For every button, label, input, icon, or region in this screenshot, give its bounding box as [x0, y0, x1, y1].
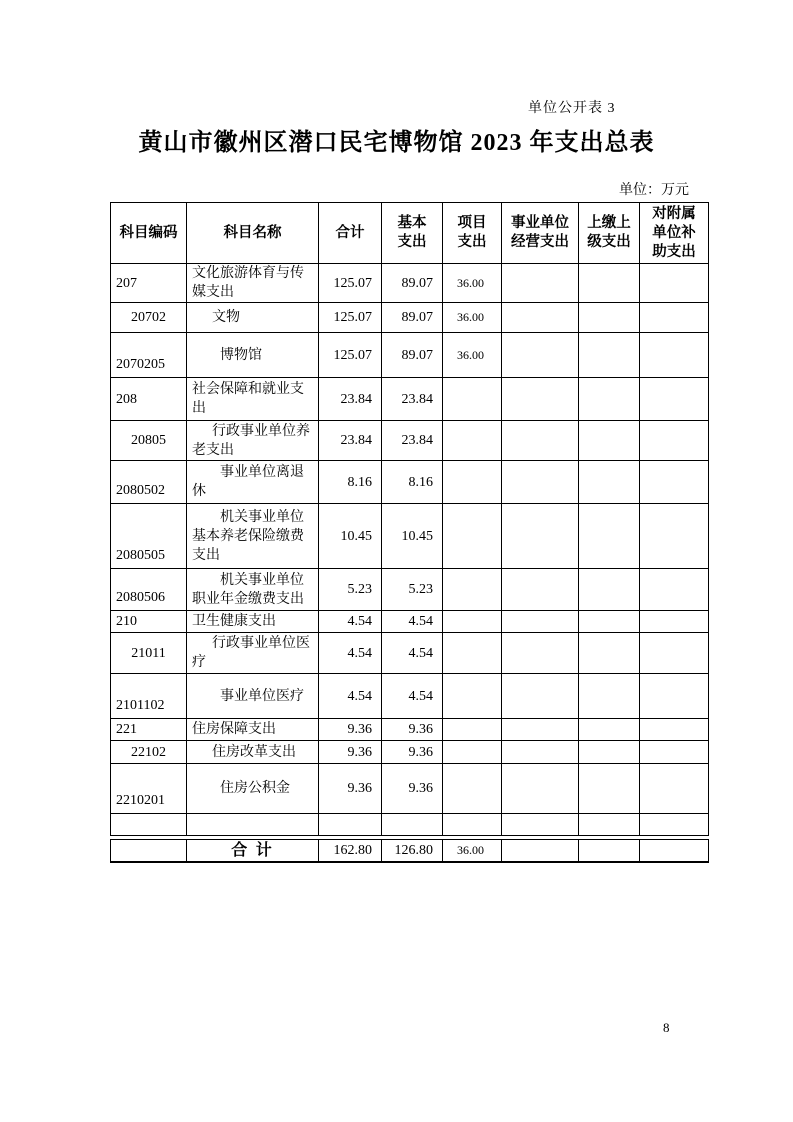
- total-row: [111, 840, 709, 862]
- cell-total: 9.36: [319, 764, 382, 814]
- cell-basic: 9.36: [382, 719, 443, 741]
- cell-basic: 89.07: [382, 333, 443, 378]
- cell-subject-name: 事业单位离退休: [187, 461, 319, 504]
- cell-project: 36.00: [443, 303, 502, 333]
- cell-basic: 8.16: [382, 461, 443, 504]
- header-project-expenditure: 项目 支出: [443, 203, 502, 264]
- cell-subject-code: 2080502: [111, 461, 187, 504]
- cell-project: [443, 504, 502, 569]
- table-row: [111, 461, 709, 504]
- cell-subject-name: 行政事业单位医疗: [187, 633, 319, 674]
- cell-operating: [502, 840, 579, 862]
- cell-subject-code: 2080505: [111, 504, 187, 569]
- cell-project: [443, 674, 502, 719]
- cell-subject-code: 2210201: [111, 764, 187, 814]
- cell-operating: [502, 741, 579, 764]
- cell-subject-name: 社会保障和就业支出: [187, 378, 319, 421]
- table-row: [111, 264, 709, 303]
- cell-subsidy: [640, 421, 709, 461]
- cell-upper: [579, 814, 640, 836]
- cell-subject-name: 行政事业单位养老支出: [187, 421, 319, 461]
- table-row: [111, 764, 709, 814]
- cell-upper: [579, 333, 640, 378]
- cell-subsidy: [640, 674, 709, 719]
- cell-subject-code: 221: [111, 719, 187, 741]
- table-row: [111, 504, 709, 569]
- cell-subject-code: 208: [111, 378, 187, 421]
- cell-project: 36.00: [443, 264, 502, 303]
- table-row: [111, 741, 709, 764]
- cell-upper: [579, 611, 640, 633]
- cell-total: 4.54: [319, 611, 382, 633]
- header-row: [111, 203, 709, 264]
- cell-subject-code: 21011: [111, 633, 187, 674]
- cell-subsidy: [640, 264, 709, 303]
- cell-upper: [579, 569, 640, 611]
- cell-total: 10.45: [319, 504, 382, 569]
- cell-subsidy: [640, 741, 709, 764]
- cell-subsidy: [640, 611, 709, 633]
- cell-basic: [382, 814, 443, 836]
- cell-operating: [502, 461, 579, 504]
- cell-operating: [502, 569, 579, 611]
- cell-operating: [502, 303, 579, 333]
- cell-operating: [502, 611, 579, 633]
- cell-operating: [502, 633, 579, 674]
- cell-upper: [579, 764, 640, 814]
- cell-basic: 89.07: [382, 264, 443, 303]
- cell-subsidy: [640, 764, 709, 814]
- cell-project: 36.00: [443, 333, 502, 378]
- cell-subsidy: [640, 633, 709, 674]
- cell-basic: 4.54: [382, 674, 443, 719]
- cell-upper: [579, 264, 640, 303]
- table-row: [111, 633, 709, 674]
- cell-upper: [579, 461, 640, 504]
- cell-subject-name: 住房保障支出: [187, 719, 319, 741]
- cell-operating: [502, 674, 579, 719]
- cell-subsidy: [640, 814, 709, 836]
- cell-subject-name: 机关事业单位基本养老保险缴费支出: [187, 504, 319, 569]
- main-table: [110, 202, 709, 836]
- cell-subsidy: [640, 840, 709, 862]
- cell-operating: [502, 814, 579, 836]
- cell-subject-name: 博物馆: [187, 333, 319, 378]
- cell-upper: [579, 674, 640, 719]
- cell-basic: 23.84: [382, 421, 443, 461]
- page-number: 8: [663, 1020, 670, 1035]
- cell-subsidy: [640, 303, 709, 333]
- cell-operating: [502, 504, 579, 569]
- cell-operating: [502, 719, 579, 741]
- cell-project: [443, 764, 502, 814]
- cell-operating: [502, 421, 579, 461]
- cell-basic: 10.45: [382, 504, 443, 569]
- cell-subject-code: 207: [111, 264, 187, 303]
- table-row: [111, 378, 709, 421]
- cell-subject-code: [111, 840, 187, 862]
- cell-upper: [579, 719, 640, 741]
- cell-total: 4.54: [319, 674, 382, 719]
- cell-upper: [579, 741, 640, 764]
- cell-subject-name: [187, 814, 319, 836]
- header-basic-expenditure: 基本 支出: [382, 203, 443, 264]
- cell-subject-name: 文化旅游体育与传媒支出: [187, 264, 319, 303]
- header-subsidy-expenditure: 对附属 单位补 助支出: [640, 203, 709, 264]
- cell-basic: 5.23: [382, 569, 443, 611]
- cell-project: [443, 719, 502, 741]
- cell-subject-code: 20805: [111, 421, 187, 461]
- cell-operating: [502, 764, 579, 814]
- cell-upper: [579, 840, 640, 862]
- cell-operating: [502, 378, 579, 421]
- cell-basic: 4.54: [382, 611, 443, 633]
- header-subject-name: 科目名称: [187, 203, 319, 264]
- cell-project: [443, 421, 502, 461]
- header-upper-level-expenditure: 上缴上 级支出: [579, 203, 640, 264]
- cell-subsidy: [640, 504, 709, 569]
- cell-basic: 9.36: [382, 764, 443, 814]
- table-row: [111, 569, 709, 611]
- table-row: [111, 333, 709, 378]
- cell-subject-name: 事业单位医疗: [187, 674, 319, 719]
- total-project: 36.00: [443, 840, 502, 862]
- cell-upper: [579, 504, 640, 569]
- cell-total: 8.16: [319, 461, 382, 504]
- cell-basic: 89.07: [382, 303, 443, 333]
- cell-subsidy: [640, 461, 709, 504]
- table-label: 单位公开表 3: [528, 101, 616, 116]
- cell-project: [443, 378, 502, 421]
- cell-total: 4.54: [319, 633, 382, 674]
- cell-total: 125.07: [319, 264, 382, 303]
- total-label: 合 计: [187, 840, 319, 862]
- cell-upper: [579, 378, 640, 421]
- table-row: [111, 719, 709, 741]
- cell-total: 5.23: [319, 569, 382, 611]
- cell-subject-name: 文物: [187, 303, 319, 333]
- cell-subject-code: 2101102: [111, 674, 187, 719]
- unit-note: 单位：万元: [619, 183, 689, 198]
- total-basic: 126.80: [382, 840, 443, 862]
- cell-subject-name: 卫生健康支出: [187, 611, 319, 633]
- cell-subject-name: 住房公积金: [187, 764, 319, 814]
- cell-subject-code: 20702: [111, 303, 187, 333]
- cell-subsidy: [640, 569, 709, 611]
- header-subject-code: 科目编码: [111, 203, 187, 264]
- table-row: [111, 611, 709, 633]
- table-row: [111, 303, 709, 333]
- cell-basic: 4.54: [382, 633, 443, 674]
- cell-basic: 23.84: [382, 378, 443, 421]
- empty-row: [111, 814, 709, 836]
- header-total: 合计: [319, 203, 382, 264]
- cell-total: 125.07: [319, 333, 382, 378]
- cell-project: [443, 569, 502, 611]
- cell-subject-code: 210: [111, 611, 187, 633]
- cell-total: [319, 814, 382, 836]
- cell-total: 23.84: [319, 421, 382, 461]
- cell-subject-code: 22102: [111, 741, 187, 764]
- header-operating-expenditure: 事业单位 经营支出: [502, 203, 579, 264]
- cell-upper: [579, 633, 640, 674]
- cell-subject-code: [111, 814, 187, 836]
- cell-operating: [502, 333, 579, 378]
- cell-project: [443, 814, 502, 836]
- cell-subject-name: 住房改革支出: [187, 741, 319, 764]
- cell-subsidy: [640, 378, 709, 421]
- cell-subsidy: [640, 719, 709, 741]
- cell-upper: [579, 421, 640, 461]
- cell-subject-code: 2080506: [111, 569, 187, 611]
- cell-project: [443, 741, 502, 764]
- table-row: [111, 421, 709, 461]
- expenditure-table: [110, 202, 708, 863]
- cell-operating: [502, 264, 579, 303]
- cell-project: [443, 633, 502, 674]
- cell-subject-name: 机关事业单位职业年金缴费支出: [187, 569, 319, 611]
- cell-total: 9.36: [319, 741, 382, 764]
- page-title: 黄山市徽州区潜口民宅博物馆 2023 年支出总表: [138, 130, 655, 156]
- cell-total: 9.36: [319, 719, 382, 741]
- cell-project: [443, 611, 502, 633]
- cell-total: 23.84: [319, 378, 382, 421]
- cell-project: [443, 461, 502, 504]
- cell-total: 125.07: [319, 303, 382, 333]
- total-table: [110, 839, 709, 863]
- table-row: [111, 674, 709, 719]
- total-amount: 162.80: [319, 840, 382, 862]
- cell-subsidy: [640, 333, 709, 378]
- cell-upper: [579, 303, 640, 333]
- cell-basic: 9.36: [382, 741, 443, 764]
- cell-subject-code: 2070205: [111, 333, 187, 378]
